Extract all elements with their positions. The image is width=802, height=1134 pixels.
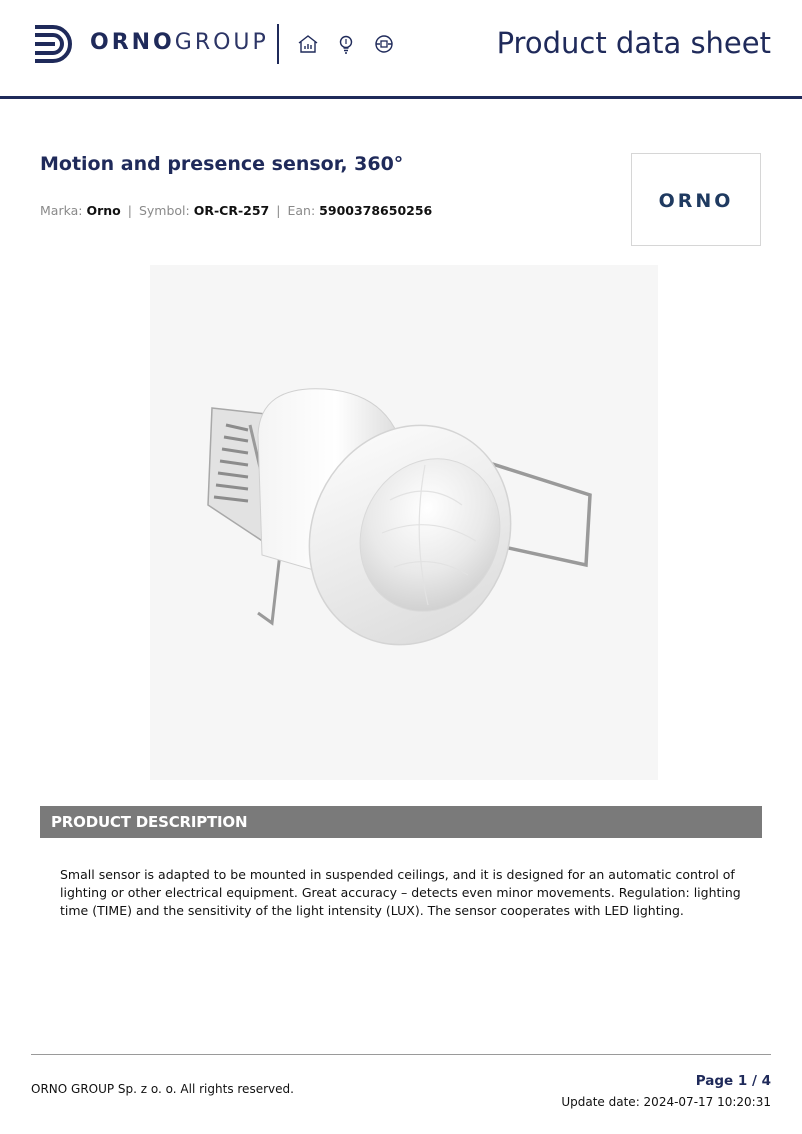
page-header xyxy=(0,0,802,100)
update-date: Update date: 2024-07-17 10:20:31 xyxy=(561,1095,771,1109)
brand-value: Orno xyxy=(86,203,121,218)
power-plug-icon xyxy=(372,32,396,56)
ean-label: Ean: xyxy=(287,203,316,218)
meta-separator: | xyxy=(127,203,132,218)
footer-rule xyxy=(31,1054,771,1055)
header-rule xyxy=(0,96,802,99)
symbol-label: Symbol: xyxy=(138,203,190,218)
document-title: Product data sheet xyxy=(496,26,771,60)
product-image xyxy=(150,265,658,780)
product-description-text: Small sensor is adapted to be mounted in suspended ceilings, and it is designed for an automatic control of lighting or other electrical equipment. Great accuracy – detects even minor movements. Regulation: lighting time (TIME) and the sensitivity of the light intensity (LUX). The sensor cooperates with LED lighting. xyxy=(60,867,741,918)
section-heading: PRODUCT DESCRIPTION xyxy=(51,813,248,831)
logo-light-text: GROUP xyxy=(174,30,269,55)
brand-logo-text: ORNO xyxy=(658,190,734,212)
light-bulb-icon xyxy=(334,32,358,56)
product-description-header xyxy=(40,806,762,838)
motion-sensor-illustration xyxy=(150,265,658,780)
product-meta xyxy=(40,203,432,218)
company-logo-text xyxy=(90,30,269,55)
symbol-value: OR-CR-257 xyxy=(193,203,270,218)
product-title: Motion and presence sensor, 360° xyxy=(40,153,404,175)
header-divider xyxy=(277,24,279,64)
ean-value: 5900378650256 xyxy=(319,203,433,218)
copyright-text: ORNO GROUP Sp. z o. o. All rights reserved. xyxy=(31,1082,294,1096)
meta-separator: | xyxy=(276,203,281,218)
logo-bold-text: ORNO xyxy=(90,30,175,55)
brand-logo xyxy=(631,153,761,246)
brand-label: Marka: xyxy=(40,203,83,218)
orno-logo-icon xyxy=(33,23,77,65)
smart-home-icon xyxy=(296,32,320,56)
page-number: Page 1 / 4 xyxy=(695,1073,771,1089)
